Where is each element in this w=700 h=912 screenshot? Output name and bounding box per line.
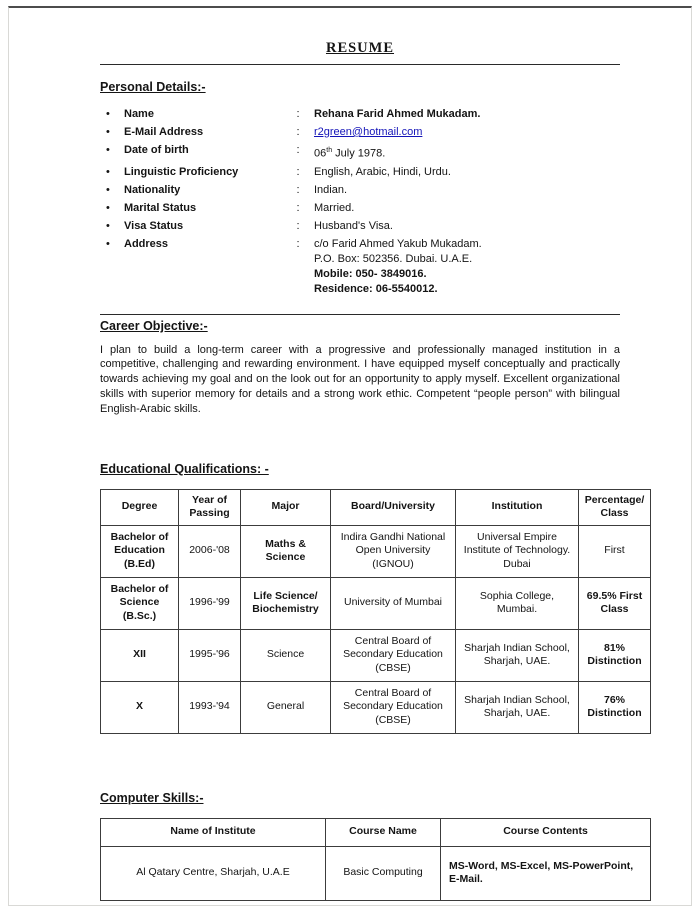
cell-course: Basic Computing (326, 846, 441, 900)
detail-separator: : (296, 237, 300, 250)
cell-institution: Sophia College, Mumbai. (456, 577, 579, 629)
detail-value-languages: English, Arabic, Hindi, Urdu. (314, 165, 451, 178)
column-header-contents: Course Contents (441, 818, 651, 846)
page-title: RESUME (325, 40, 395, 56)
computer-skills-header-row (101, 818, 651, 846)
detail-value-visa-status: Husband's Visa. (314, 219, 393, 232)
cell-institution: Sharjah Indian School, Sharjah, UAE. (456, 681, 579, 733)
column-header-course: Course Name (326, 818, 441, 846)
column-header-major: Major (241, 489, 331, 525)
column-header-year: Year of Passing (179, 489, 241, 525)
section-divider (100, 314, 620, 315)
education-header-row (101, 489, 651, 525)
address-line: P.O. Box: 502356. Dubai. U.A.E. (314, 252, 473, 265)
column-header-board: Board/University (331, 489, 456, 525)
detail-value-nationality: Indian. (314, 183, 348, 196)
cell-board: Central Board of Secondary Education (CBSE) (331, 681, 456, 733)
column-header-institution: Institution (456, 489, 579, 525)
cell-degree: Bachelor of Science (B.Sc.) (101, 577, 179, 629)
detail-value-name: Rehana Farid Ahmed Mukadam. (314, 108, 481, 120)
detail-separator: : (296, 126, 300, 138)
detail-separator: : (296, 201, 300, 214)
cell-grade: 69.5% First Class (579, 577, 651, 629)
education-table (100, 489, 651, 734)
bullet-icon: • (106, 144, 110, 156)
detail-separator: : (296, 144, 300, 156)
cell-major: General (241, 681, 331, 733)
detail-label-nationality: Nationality (124, 183, 181, 196)
career-objective-heading: Career Objective:- (100, 318, 208, 333)
bullet-icon: • (106, 219, 110, 232)
cell-year: 1993-'94 (179, 681, 241, 733)
cell-degree: Bachelor of Education (B.Ed) (101, 525, 179, 577)
dob-rest: July 1978. (332, 147, 386, 160)
cell-board: University of Mumbai (331, 577, 456, 629)
detail-value-dob (314, 143, 620, 162)
cell-year: 1995-'96 (179, 629, 241, 681)
cell-degree: X (101, 681, 179, 733)
cell-year: 2006-'08 (179, 525, 241, 577)
detail-value-marital-status: Married. (314, 201, 355, 214)
career-objective-text: I plan to build a long-term career with a progressive and professionally managed institution in a competitive, challenging and rewarding environment. I have equipped myself conceptually and practically towards achieving my goal and on the look out for an opportunity to apply myself. Excellent organizational skills with superior memory for details and a strong work ethic. Competent “people person” with bilingual English-Arabic skills. (100, 343, 620, 415)
cell-degree: XII (101, 629, 179, 681)
detail-label-name: Name (124, 108, 154, 120)
dob-day: 06 (314, 147, 327, 160)
address-line-mobile: Mobile: 050- 3849016. (314, 267, 427, 280)
education-row (101, 525, 651, 577)
detail-separator: : (296, 108, 300, 120)
education-row (101, 577, 651, 629)
education-heading: Educational Qualifications: - (100, 461, 269, 476)
column-header-degree: Degree (101, 489, 179, 525)
address-line-residence: Residence: 06-5540012. (314, 282, 438, 295)
personal-details-list (106, 107, 620, 297)
detail-separator: : (296, 165, 300, 178)
column-header-percentage: Percentage/ Class (579, 489, 651, 525)
cell-grade: 76% Distinction (579, 681, 651, 733)
cell-major: Science (241, 629, 331, 681)
email-link[interactable]: r2green@hotmail.com (314, 126, 423, 138)
education-row (101, 681, 651, 733)
cell-year: 1996-'99 (179, 577, 241, 629)
computer-skills-table (100, 818, 651, 901)
computer-skills-heading: Computer Skills:- (100, 790, 204, 805)
cell-institution: Universal Empire Institute of Technology. Dubai (456, 525, 579, 577)
bullet-icon: • (106, 183, 110, 196)
detail-separator: : (296, 183, 300, 196)
cell-grade: 81% Distinction (579, 629, 651, 681)
cell-institute: Al Qatary Centre, Sharjah, U.A.E (101, 846, 326, 900)
cell-institution: Sharjah Indian School, Sharjah, UAE. (456, 629, 579, 681)
cell-board: Central Board of Secondary Education (CBSE) (331, 629, 456, 681)
address-line: c/o Farid Ahmed Yakub Mukadam. (314, 237, 482, 250)
detail-label-marital-status: Marital Status (124, 201, 197, 214)
detail-value-address (314, 237, 620, 297)
detail-label-dob: Date of birth (124, 144, 189, 156)
detail-label-email: E-Mail Address (124, 126, 204, 138)
bullet-icon: • (106, 237, 110, 250)
bullet-icon: • (106, 126, 110, 138)
cell-major: Life Science/ Biochemistry (241, 577, 331, 629)
detail-label-address: Address (124, 237, 169, 250)
bullet-icon: • (106, 201, 110, 214)
education-row (101, 629, 651, 681)
cell-grade: First (579, 525, 651, 577)
bullet-icon: • (106, 108, 110, 120)
dob-ordinal: th (326, 147, 333, 154)
personal-details-heading: Personal Details:- (100, 80, 206, 94)
computer-skills-row (101, 846, 651, 900)
column-header-institute: Name of Institute (101, 818, 326, 846)
detail-label-languages: Linguistic Proficiency (124, 165, 239, 178)
cell-major: Maths & Science (241, 525, 331, 577)
detail-label-visa-status: Visa Status (124, 219, 184, 232)
cell-contents: MS-Word, MS-Excel, MS-PowerPoint, E-Mail. (441, 846, 651, 900)
bullet-icon: • (106, 165, 110, 178)
title-divider (100, 64, 620, 65)
cell-board: Indira Gandhi National Open University (IGNOU) (331, 525, 456, 577)
detail-separator: : (296, 219, 300, 232)
